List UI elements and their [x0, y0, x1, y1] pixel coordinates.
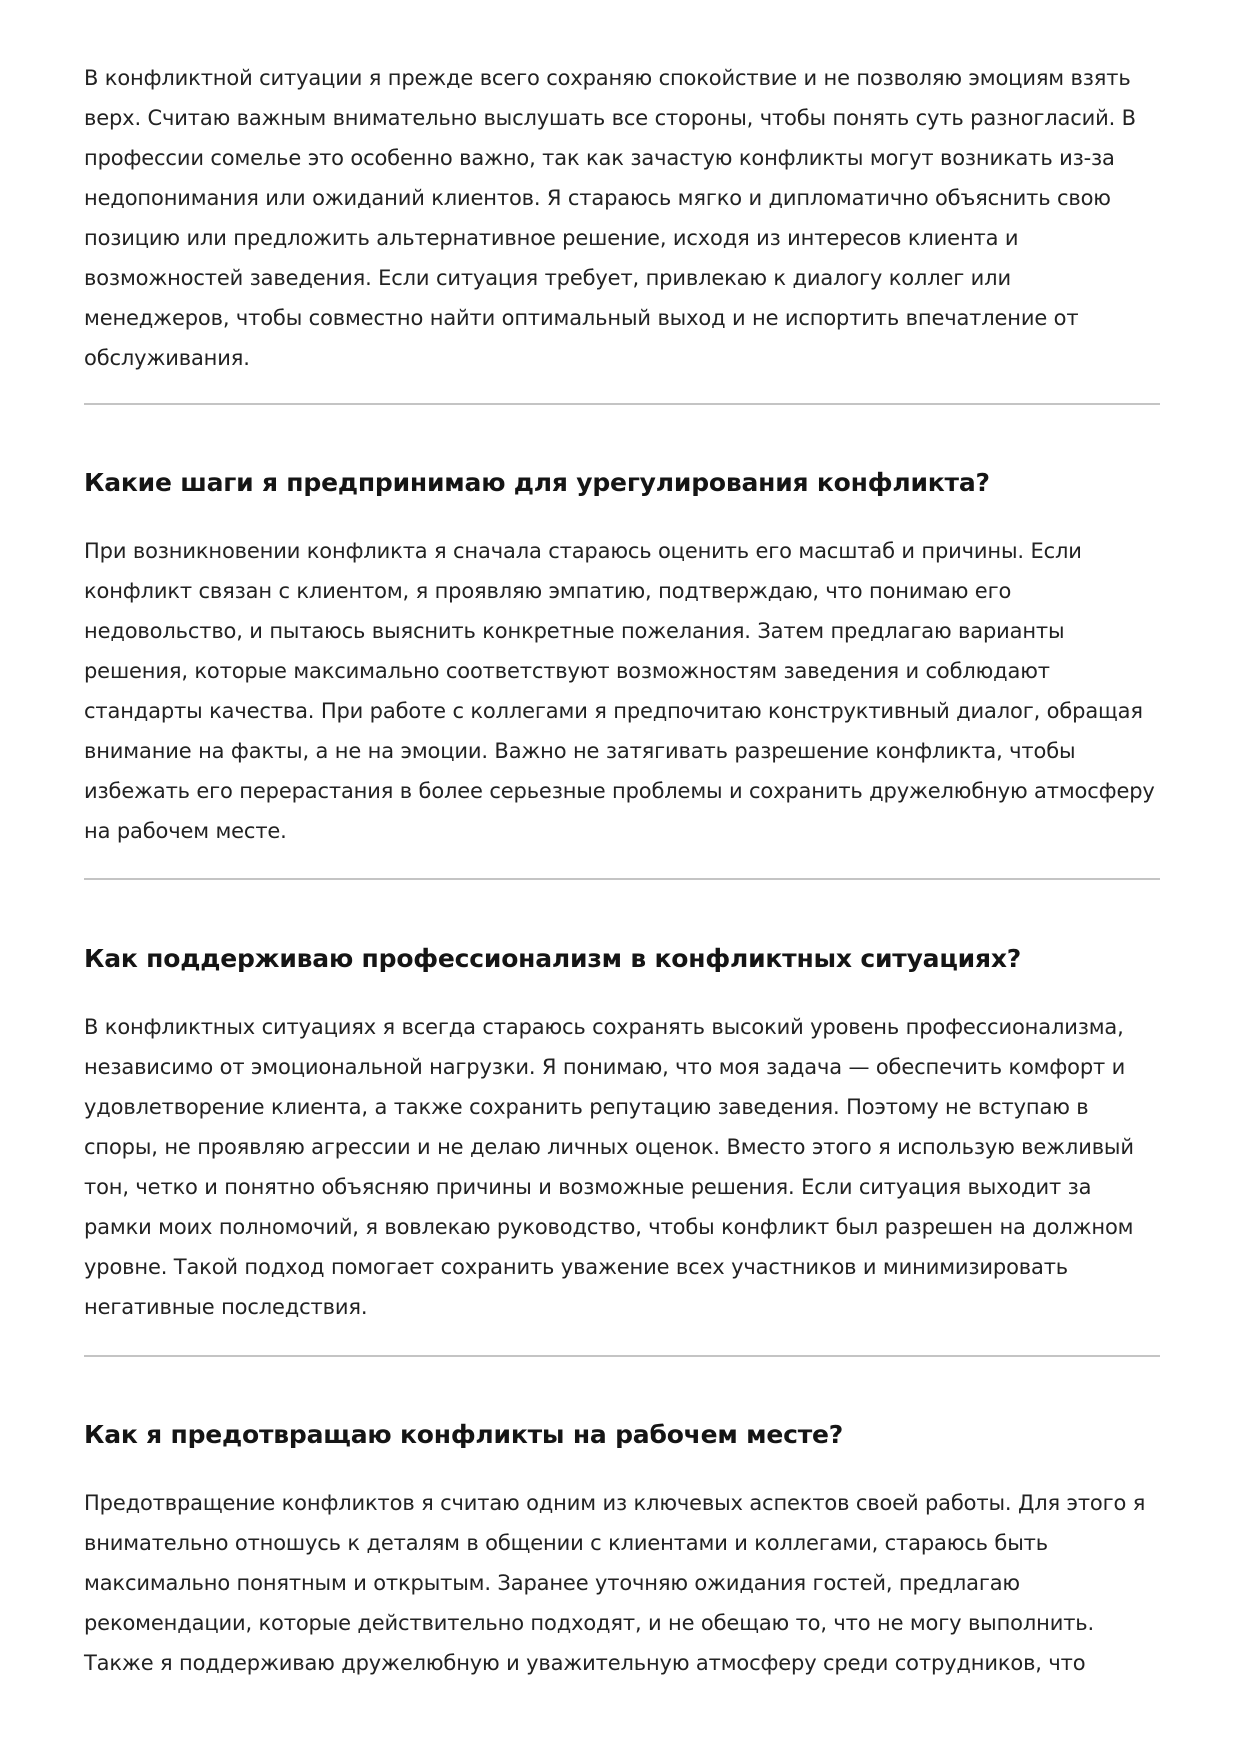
section-divider — [84, 878, 1160, 880]
section-heading-professionalism: Как поддерживаю профессионализм в конфликтных ситуациях? — [84, 944, 1022, 973]
section-paragraph-conflict-steps: При возникновении конфликта я сначала стараюсь оценить его масштаб и причины. Если конфликт связан с клиентом, я проявляю эмпатию, подтверждаю, что понимаю его недовольство, и пытаюсь выяснить конкретные пожелания. Затем предлагаю варианты решения, которые максимально соответствуют возможностям заведения и соблюдают стандарты качества. При работе с коллегами я предпочитаю конструктивный диалог, обращая внимание на факты, а не на эмоции. Важно не затягивать разрешение конфликта, чтобы избежать его перерастания в более серьезные проблемы и сохранить дружелюбную атмосферу на рабочем месте. — [84, 539, 1155, 843]
section-heading-conflict-steps: Какие шаги я предпринимаю для урегулирования конфликта? — [84, 468, 990, 497]
section-divider — [84, 403, 1160, 405]
section-heading-prevention: Как я предотвращаю конфликты на рабочем месте? — [84, 1420, 844, 1449]
section-paragraph-professionalism: В конфликтных ситуациях я всегда стараюсь сохранять высокий уровень профессионализма, независимо от эмоциональной нагрузки. Я понимаю, что моя задача — обеспечить комфорт и удовлетворение клиента, а также сохранить репутацию заведения. Поэтому не вступаю в споры, не проявляю агрессии и не делаю личных оценок. Вместо этого я использую вежливый тон, четко и понятно объясняю причины и возможные решения. Если ситуация выходит за рамки моих полномочий, я вовлекаю руководство, чтобы конфликт был разрешен на должном уровне. Такой подход помогает сохранить уважение всех участников и минимизировать негативные последствия. — [84, 1015, 1134, 1319]
section-paragraph-prevention: Предотвращение конфликтов я считаю одним из ключевых аспектов своей работы. Для этого я внимательно отношусь к деталям в общении с клиентами и коллегами, стараюсь быть максимально понятным и открытым. Заранее уточняю ожидания гостей, предлагаю рекомендации, которые действительно подходят, и не обещаю то, что не могу выполнить. Также я поддерживаю дружелюбную и уважительную атмосферу среди сотрудников, что — [84, 1491, 1146, 1675]
intro-paragraph: В конфликтной ситуации я прежде всего сохраняю спокойствие и не позволяю эмоциям взять верх. Считаю важным внимательно выслушать все стороны, чтобы понять суть разногласий. В профессии сомелье это особенно важно, так как зачастую конфликты могут возникать из-за недопонимания или ожиданий клиентов. Я стараюсь мягко и дипломатично объяснить свою позицию или предложить альтернативное решение, исходя из интересов клиента и возможностей заведения. Если ситуация требует, привлекаю к диалогу коллег или менеджеров, чтобы совместно найти оптимальный выход и не испортить впечатление от обслуживания. — [84, 66, 1136, 370]
section-divider — [84, 1355, 1160, 1357]
